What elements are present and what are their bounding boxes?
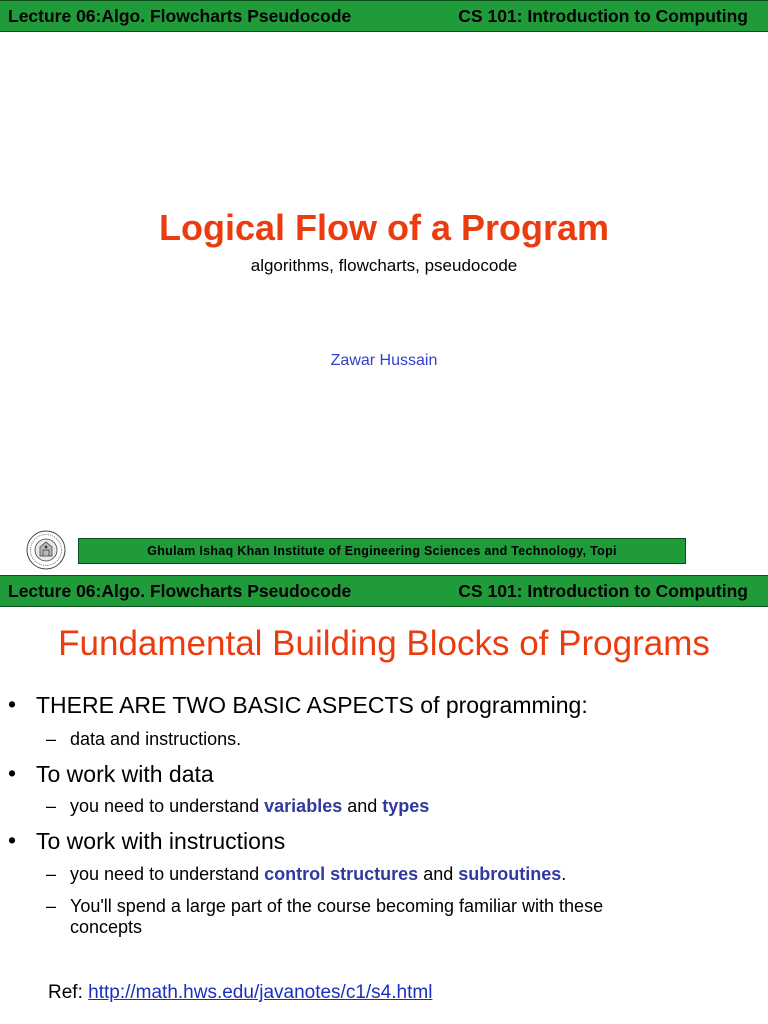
keyword-variables: variables bbox=[264, 796, 343, 816]
sub-bullet-text: You'll spend a large part of the course becoming familiar with these concepts bbox=[70, 896, 604, 937]
dash-icon: – bbox=[46, 864, 57, 884]
slide1-subtitle: algorithms, flowcharts, pseudocode bbox=[250, 256, 518, 275]
author-name: Zawar Hussain bbox=[330, 352, 438, 369]
sub-bullet-text: data and instructions. bbox=[70, 729, 242, 749]
header-lecture-title: Lecture 06:Algo. Flowcharts Pseudocode bbox=[8, 581, 352, 601]
bullet-text: To work with instructions bbox=[36, 828, 286, 854]
sub-bullet-text: you need to understand variables and types bbox=[70, 796, 430, 816]
dash-icon: – bbox=[46, 729, 57, 749]
keyword-subroutines: subroutines bbox=[458, 864, 562, 884]
bullet-icon: • bbox=[8, 691, 17, 717]
reference-label: Ref: bbox=[48, 982, 89, 1003]
keyword-types: types bbox=[382, 796, 430, 816]
slide1-title: Logical Flow of a Program bbox=[158, 207, 610, 248]
header-lecture-title: Lecture 06:Algo. Flowcharts Pseudocode bbox=[8, 6, 352, 26]
reference-line bbox=[48, 982, 432, 1004]
dash-icon: – bbox=[46, 796, 57, 816]
header-course-title: CS 101: Introduction to Computing bbox=[458, 6, 748, 26]
header-course-title: CS 101: Introduction to Computing bbox=[458, 581, 748, 601]
slide2-title: Fundamental Building Blocks of Programs bbox=[58, 624, 710, 663]
bullet-text: THERE ARE TWO BASIC ASPECTS of programming: bbox=[36, 692, 588, 718]
university-seal-icon bbox=[26, 530, 66, 570]
sub-bullet-text: you need to understand control structures and subroutines. bbox=[70, 864, 567, 884]
dash-icon: – bbox=[46, 896, 57, 916]
bullet-text: To work with data bbox=[36, 761, 214, 787]
bullet-icon: • bbox=[8, 827, 17, 853]
reference-link[interactable]: http://math.hws.edu/javanotes/c1/s4.html bbox=[88, 982, 433, 1003]
keyword-control-structures: control structures bbox=[264, 864, 419, 884]
slide2-header-bar bbox=[0, 575, 768, 607]
slide1-header-bar bbox=[0, 0, 768, 32]
bullet-icon: • bbox=[8, 760, 17, 786]
institute-name-bar: Ghulam Ishaq Khan Institute of Engineering Sciences and Technology, Topi bbox=[78, 538, 686, 564]
